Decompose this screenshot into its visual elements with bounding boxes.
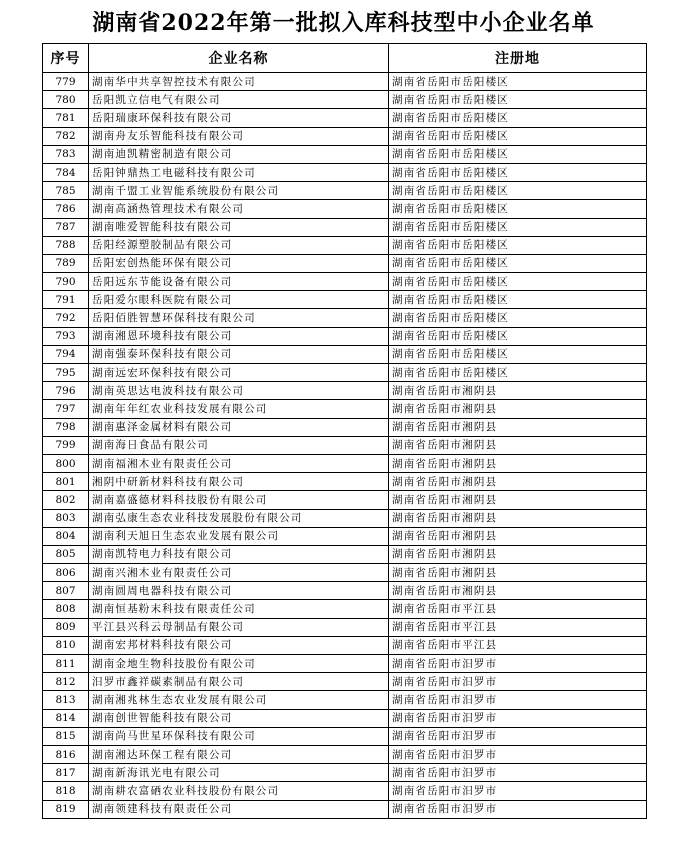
registered-location-cell: 湖南省岳阳市湘阴县 bbox=[389, 473, 647, 491]
serial-number-cell: 817 bbox=[43, 764, 89, 782]
company-name-cell: 湖南湘达环保工程有限公司 bbox=[89, 745, 389, 763]
registered-location-cell: 湖南省岳阳市岳阳楼区 bbox=[389, 309, 647, 327]
serial-number-cell: 818 bbox=[43, 782, 89, 800]
table-row bbox=[43, 400, 647, 418]
serial-number-cell: 787 bbox=[43, 218, 89, 236]
company-name-cell: 湖南圆周电器科技有限公司 bbox=[89, 582, 389, 600]
company-name-cell: 湖南宏邦材料科技有限公司 bbox=[89, 636, 389, 654]
serial-number-cell: 801 bbox=[43, 473, 89, 491]
serial-number-cell: 799 bbox=[43, 436, 89, 454]
company-name-cell: 湘阴中研新材料科技有限公司 bbox=[89, 473, 389, 491]
serial-number-cell: 795 bbox=[43, 364, 89, 382]
table-row bbox=[43, 163, 647, 181]
company-name-cell: 湖南惠泽金属材料有限公司 bbox=[89, 418, 389, 436]
table-row bbox=[43, 127, 647, 145]
serial-number-cell: 792 bbox=[43, 309, 89, 327]
registered-location-cell: 湖南省岳阳市湘阴县 bbox=[389, 382, 647, 400]
company-name-cell: 汨罗市鑫祥碳素制品有限公司 bbox=[89, 673, 389, 691]
table-row bbox=[43, 145, 647, 163]
serial-number-cell: 800 bbox=[43, 454, 89, 472]
company-name-cell: 岳阳爱尔眼科医院有限公司 bbox=[89, 291, 389, 309]
serial-number-cell: 794 bbox=[43, 345, 89, 363]
table-row bbox=[43, 254, 647, 272]
serial-number-cell: 814 bbox=[43, 709, 89, 727]
table-row bbox=[43, 745, 647, 763]
table-row bbox=[43, 727, 647, 745]
serial-number-cell: 780 bbox=[43, 91, 89, 109]
registered-location-cell: 湖南省岳阳市湘阴县 bbox=[389, 454, 647, 472]
registered-location-cell: 湖南省岳阳市岳阳楼区 bbox=[389, 254, 647, 272]
serial-number-cell: 802 bbox=[43, 491, 89, 509]
table-body bbox=[43, 73, 647, 819]
table-row bbox=[43, 91, 647, 109]
serial-number-cell: 797 bbox=[43, 400, 89, 418]
company-name-cell: 湖南年年红农业科技发展有限公司 bbox=[89, 400, 389, 418]
registered-location-cell: 湖南省岳阳市岳阳楼区 bbox=[389, 218, 647, 236]
registered-location-cell: 湖南省岳阳市汨罗市 bbox=[389, 745, 647, 763]
table-row bbox=[43, 764, 647, 782]
serial-number-cell: 812 bbox=[43, 673, 89, 691]
company-name-cell: 湖南华中共享智控技术有限公司 bbox=[89, 73, 389, 91]
table-row bbox=[43, 109, 647, 127]
company-name-cell: 湖南耕农富硒农业科技股份有限公司 bbox=[89, 782, 389, 800]
company-name-cell: 湖南创世智能科技有限公司 bbox=[89, 709, 389, 727]
serial-number-cell: 798 bbox=[43, 418, 89, 436]
company-name-cell: 湖南高涵热管理技术有限公司 bbox=[89, 200, 389, 218]
registered-location-cell: 湖南省岳阳市岳阳楼区 bbox=[389, 73, 647, 91]
registered-location-cell: 湖南省岳阳市湘阴县 bbox=[389, 400, 647, 418]
company-name-cell: 湖南利天旭日生态农业发展有限公司 bbox=[89, 527, 389, 545]
company-name-cell: 湖南福湘木业有限责任公司 bbox=[89, 454, 389, 472]
registered-location-cell: 湖南省岳阳市平江县 bbox=[389, 600, 647, 618]
registered-location-cell: 湖南省岳阳市汨罗市 bbox=[389, 800, 647, 818]
registered-location-cell: 湖南省岳阳市岳阳楼区 bbox=[389, 182, 647, 200]
table-row bbox=[43, 527, 647, 545]
registered-location-cell: 湖南省岳阳市湘阴县 bbox=[389, 491, 647, 509]
serial-number-cell: 803 bbox=[43, 509, 89, 527]
serial-number-cell: 779 bbox=[43, 73, 89, 91]
table-row bbox=[43, 491, 647, 509]
company-name-cell: 湖南兴湘木业有限责任公司 bbox=[89, 564, 389, 582]
serial-number-cell: 813 bbox=[43, 691, 89, 709]
serial-number-cell: 785 bbox=[43, 182, 89, 200]
company-name-cell: 湖南新海讯光电有限公司 bbox=[89, 764, 389, 782]
registered-location-cell: 湖南省岳阳市岳阳楼区 bbox=[389, 291, 647, 309]
company-name-cell: 湖南千盟工业智能系统股份有限公司 bbox=[89, 182, 389, 200]
serial-number-cell: 789 bbox=[43, 254, 89, 272]
registered-location-cell: 湖南省岳阳市岳阳楼区 bbox=[389, 127, 647, 145]
registered-location-cell: 湖南省岳阳市岳阳楼区 bbox=[389, 200, 647, 218]
table-row bbox=[43, 473, 647, 491]
company-name-cell: 湖南湘兆林生态农业发展有限公司 bbox=[89, 691, 389, 709]
table-row bbox=[43, 618, 647, 636]
table-row bbox=[43, 782, 647, 800]
serial-number-cell: 793 bbox=[43, 327, 89, 345]
registered-location-cell: 湖南省岳阳市岳阳楼区 bbox=[389, 236, 647, 254]
table-row bbox=[43, 418, 647, 436]
table-row bbox=[43, 218, 647, 236]
registered-location-cell: 湖南省岳阳市岳阳楼区 bbox=[389, 91, 647, 109]
table-row bbox=[43, 436, 647, 454]
serial-number-cell: 788 bbox=[43, 236, 89, 254]
serial-number-cell: 807 bbox=[43, 582, 89, 600]
company-name-cell: 湖南凯特电力科技有限公司 bbox=[89, 545, 389, 563]
company-name-cell: 湖南尚马世星环保科技有限公司 bbox=[89, 727, 389, 745]
serial-number-cell: 790 bbox=[43, 273, 89, 291]
registered-location-cell: 湖南省岳阳市岳阳楼区 bbox=[389, 327, 647, 345]
registered-location-cell: 湖南省岳阳市岳阳楼区 bbox=[389, 163, 647, 181]
registered-location-cell: 湖南省岳阳市湘阴县 bbox=[389, 509, 647, 527]
serial-number-cell: 808 bbox=[43, 600, 89, 618]
registered-location-cell: 湖南省岳阳市汨罗市 bbox=[389, 727, 647, 745]
serial-number-cell: 783 bbox=[43, 145, 89, 163]
table-row bbox=[43, 564, 647, 582]
table-row bbox=[43, 800, 647, 818]
company-name-cell: 湖南恒基粉末科技有限责任公司 bbox=[89, 600, 389, 618]
table-row bbox=[43, 454, 647, 472]
company-name-cell: 平江县兴科云母制品有限公司 bbox=[89, 618, 389, 636]
table-row bbox=[43, 182, 647, 200]
company-name-cell: 湖南弘康生态农业科技发展股份有限公司 bbox=[89, 509, 389, 527]
table-row bbox=[43, 345, 647, 363]
company-name-cell: 湖南海日食品有限公司 bbox=[89, 436, 389, 454]
registered-location-cell: 湖南省岳阳市汨罗市 bbox=[389, 782, 647, 800]
serial-number-cell: 806 bbox=[43, 564, 89, 582]
company-name-cell: 湖南金地生物科技股份有限公司 bbox=[89, 655, 389, 673]
company-name-cell: 湖南远宏环保科技有限公司 bbox=[89, 364, 389, 382]
company-name-cell: 岳阳佰胜智慧环保科技有限公司 bbox=[89, 309, 389, 327]
table-row bbox=[43, 200, 647, 218]
company-name-cell: 岳阳宏创热能环保有限公司 bbox=[89, 254, 389, 272]
document-title: 湖南省2022年第一批拟入库科技型中小企业名单 bbox=[92, 10, 595, 36]
registered-location-cell: 湖南省岳阳市湘阴县 bbox=[389, 436, 647, 454]
registered-location-cell: 湖南省岳阳市平江县 bbox=[389, 618, 647, 636]
table-row bbox=[43, 382, 647, 400]
serial-number-cell: 782 bbox=[43, 127, 89, 145]
company-name-cell: 岳阳远东节能设备有限公司 bbox=[89, 273, 389, 291]
registered-location-cell: 湖南省岳阳市汨罗市 bbox=[389, 709, 647, 727]
registered-location-cell: 湖南省岳阳市汨罗市 bbox=[389, 764, 647, 782]
header-row bbox=[43, 44, 647, 73]
registered-location-cell: 湖南省岳阳市岳阳楼区 bbox=[389, 145, 647, 163]
table-row bbox=[43, 364, 647, 382]
serial-number-cell: 816 bbox=[43, 745, 89, 763]
company-name-cell: 岳阳经源塑胶制品有限公司 bbox=[89, 236, 389, 254]
header-registered-location: 注册地 bbox=[389, 44, 647, 73]
table-row bbox=[43, 600, 647, 618]
registered-location-cell: 湖南省岳阳市汨罗市 bbox=[389, 691, 647, 709]
serial-number-cell: 809 bbox=[43, 618, 89, 636]
registered-location-cell: 湖南省岳阳市岳阳楼区 bbox=[389, 273, 647, 291]
company-name-cell: 岳阳凯立信电气有限公司 bbox=[89, 91, 389, 109]
serial-number-cell: 784 bbox=[43, 163, 89, 181]
registered-location-cell: 湖南省岳阳市汨罗市 bbox=[389, 673, 647, 691]
table-row bbox=[43, 582, 647, 600]
company-name-cell: 岳阳瑞康环保科技有限公司 bbox=[89, 109, 389, 127]
company-list-table bbox=[42, 43, 647, 819]
table-row bbox=[43, 236, 647, 254]
table-header bbox=[43, 44, 647, 73]
registered-location-cell: 湖南省岳阳市湘阴县 bbox=[389, 418, 647, 436]
table-row bbox=[43, 709, 647, 727]
serial-number-cell: 811 bbox=[43, 655, 89, 673]
table-row bbox=[43, 73, 647, 91]
table-row bbox=[43, 509, 647, 527]
table-row bbox=[43, 691, 647, 709]
company-name-cell: 岳阳钟鼎热工电磁科技有限公司 bbox=[89, 163, 389, 181]
header-serial-number: 序号 bbox=[43, 44, 89, 73]
company-name-cell: 湖南英思达电波科技有限公司 bbox=[89, 382, 389, 400]
company-name-cell: 湖南迪凯精密制造有限公司 bbox=[89, 145, 389, 163]
serial-number-cell: 815 bbox=[43, 727, 89, 745]
header-company-name: 企业名称 bbox=[89, 44, 389, 73]
table-row bbox=[43, 673, 647, 691]
table-row bbox=[43, 545, 647, 563]
table-row bbox=[43, 273, 647, 291]
table-row bbox=[43, 291, 647, 309]
table-row bbox=[43, 636, 647, 654]
serial-number-cell: 819 bbox=[43, 800, 89, 818]
registered-location-cell: 湖南省岳阳市岳阳楼区 bbox=[389, 345, 647, 363]
registered-location-cell: 湖南省岳阳市岳阳楼区 bbox=[389, 109, 647, 127]
serial-number-cell: 781 bbox=[43, 109, 89, 127]
company-name-cell: 湖南湘恩环境科技有限公司 bbox=[89, 327, 389, 345]
serial-number-cell: 805 bbox=[43, 545, 89, 563]
company-name-cell: 湖南舟友乐智能科技有限公司 bbox=[89, 127, 389, 145]
company-name-cell: 湖南领建科技有限责任公司 bbox=[89, 800, 389, 818]
table-row bbox=[43, 309, 647, 327]
company-name-cell: 湖南唯爱智能科技有限公司 bbox=[89, 218, 389, 236]
serial-number-cell: 786 bbox=[43, 200, 89, 218]
registered-location-cell: 湖南省岳阳市平江县 bbox=[389, 636, 647, 654]
serial-number-cell: 810 bbox=[43, 636, 89, 654]
serial-number-cell: 804 bbox=[43, 527, 89, 545]
registered-location-cell: 湖南省岳阳市湘阴县 bbox=[389, 564, 647, 582]
serial-number-cell: 791 bbox=[43, 291, 89, 309]
registered-location-cell: 湖南省岳阳市湘阴县 bbox=[389, 582, 647, 600]
registered-location-cell: 湖南省岳阳市岳阳楼区 bbox=[389, 364, 647, 382]
registered-location-cell: 湖南省岳阳市汨罗市 bbox=[389, 655, 647, 673]
company-name-cell: 湖南强泰环保科技有限公司 bbox=[89, 345, 389, 363]
registered-location-cell: 湖南省岳阳市湘阴县 bbox=[389, 545, 647, 563]
company-name-cell: 湖南嘉盛德材料科技股份有限公司 bbox=[89, 491, 389, 509]
table-row bbox=[43, 655, 647, 673]
table-row bbox=[43, 327, 647, 345]
serial-number-cell: 796 bbox=[43, 382, 89, 400]
registered-location-cell: 湖南省岳阳市湘阴县 bbox=[389, 527, 647, 545]
